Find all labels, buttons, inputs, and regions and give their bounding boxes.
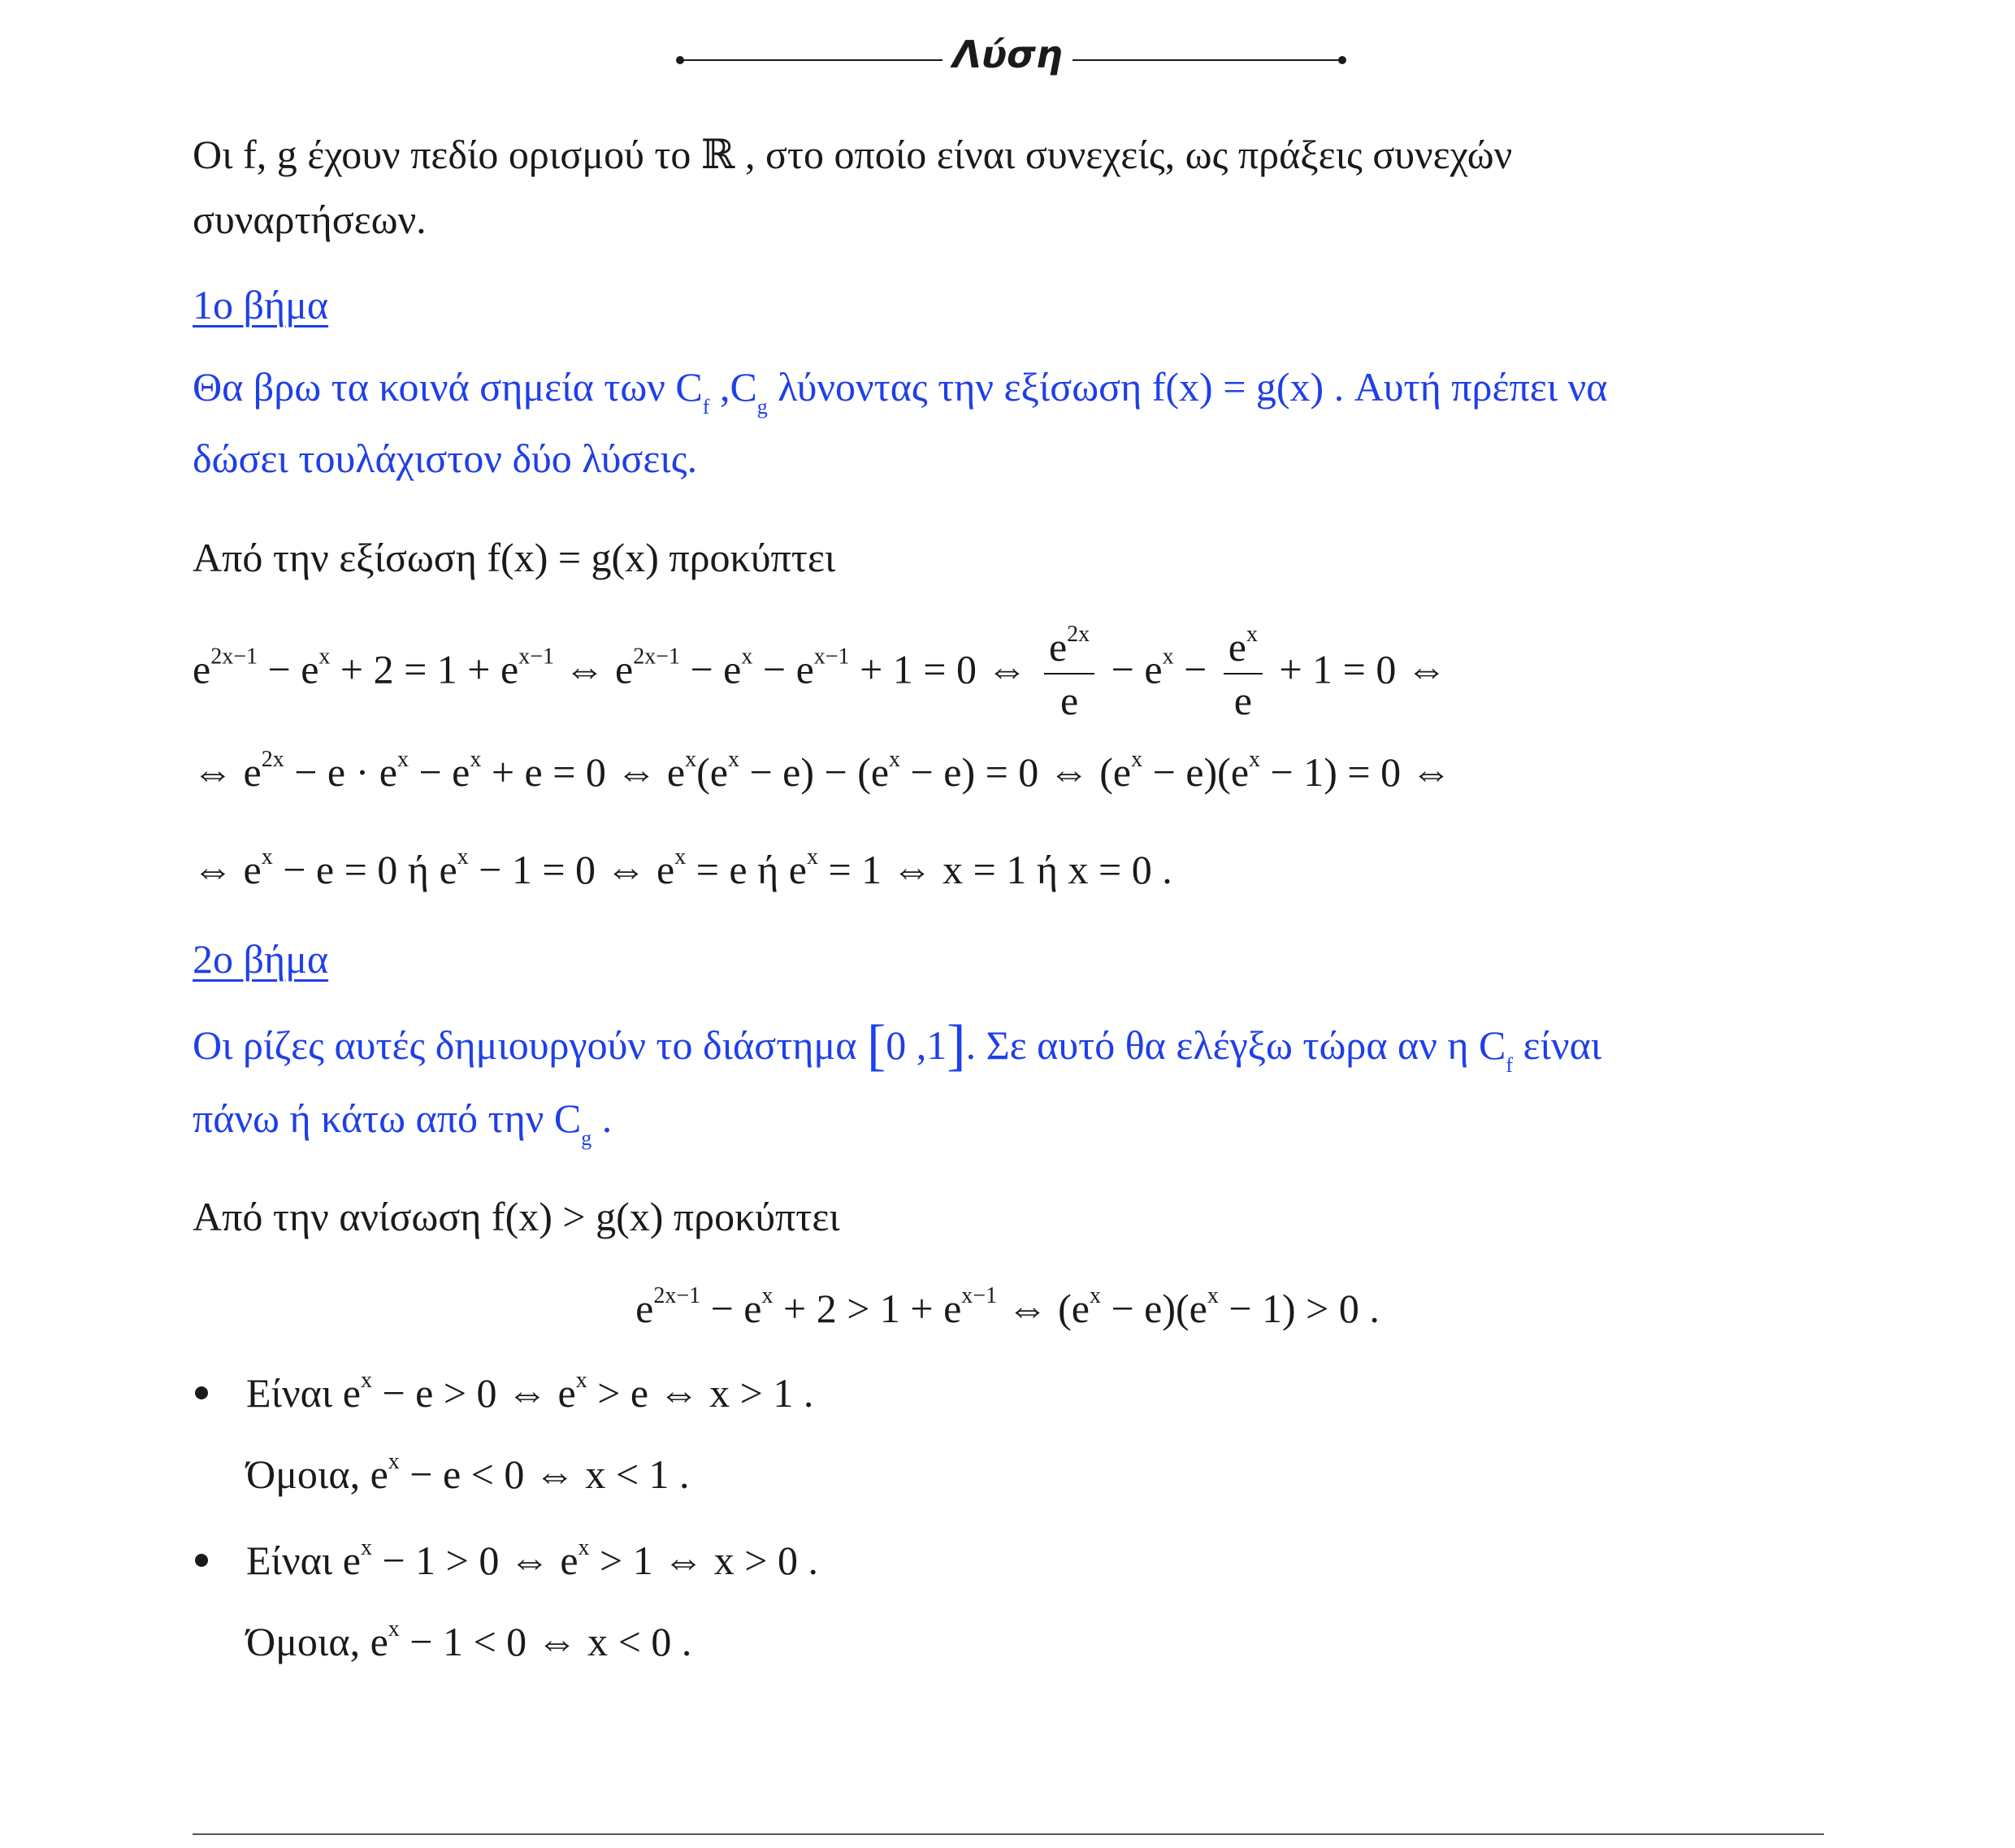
bullet-marker-2: [195, 1554, 208, 1567]
equation-1: $e^{2x-1} - e^x + 2 = 1 + e^{x-1}$ ⇔ $e^{2x-1} - e^x - e^{x-1} + 1 = 0$ ⇔ $\frac{e^{2x}}{e}$ − $e^x$ − $\frac{e^x}{e}$ + 1 = 0 ⇔: [193, 622, 1447, 723]
fraction-e2x-over-e: $\frac{e^{2x}}{e}$: [1044, 626, 1094, 722]
title-rule-left: [682, 59, 942, 61]
step1-heading: 1ο βήμα: [193, 282, 329, 328]
title-text: Λύση: [952, 33, 1063, 76]
bullet-1-sub: Όμοια, $e^x - e < 0$ ⇔ x < 1 .: [246, 1449, 690, 1497]
step1-text-1: Θα βρω τα κοινά σημεία των $C_f$ $,C_g$ λύνοντας την εξίσωση f(x) = g(x) . Αυτή πρέπει να: [193, 364, 1608, 419]
step2-heading: 2ο βήμα: [193, 936, 329, 982]
inequality: $e^{2x-1} - e^x + 2 > 1 + e^{x-1}$ ⇔ $(e^x - e)(e^x - 1) > 0$ .: [635, 1283, 1380, 1331]
section-title: [0, 33, 2015, 89]
bullet-2-sub: Όμοια, $e^x - 1 < 0$ ⇔ x < 0 .: [246, 1616, 692, 1664]
bullet-marker-1: [195, 1386, 208, 1399]
fraction-ex-over-e: $\frac{e^x}{e}$: [1224, 626, 1263, 722]
equation-3: ⇔ $e^x - e = 0$ ή $e^x - 1 = 0$ ⇔ $e^x = e$ ή $e^x = 1$ ⇔ x = 1 ή x = 0 .: [193, 844, 1172, 892]
step2-text-1: Οι ρίζες αυτές δημιουργούν το διάστημα [0 ,1]. Σε αυτό θα ελέγξω τώρα αν η $C_f$ είναι: [193, 1014, 1602, 1077]
derivation2-lead: Από την ανίσωση f(x) > g(x) προκύπτει: [193, 1194, 840, 1239]
bullet-2-main: Είναι $e^x - 1 > 0$ ⇔ $e^x > 1$ ⇔ x > 0 .: [246, 1535, 818, 1583]
step2-text-2: πάνω ή κάτω από την $C_g$ .: [193, 1095, 613, 1150]
equation-2: ⇔ $e^{2x} - e \cdot e^x - e^x + e = 0$ ⇔ $e^x(e^x - e) - (e^x - e) = 0$ ⇔ $(e^x - e)(e^x - 1) = 0$ ⇔: [193, 747, 1452, 795]
page-bottom-rule: [193, 1833, 1824, 1835]
derivation1-lead: Από την εξίσωση f(x) = g(x) προκύπτει: [193, 535, 836, 580]
title-dot-right: [1338, 56, 1346, 64]
intro-line-1: Οι f, g έχουν πεδίο ορισμού το ℝ , στο οποίο είναι συνεχείς, ως πράξεις συνεχών: [193, 132, 1513, 177]
title-rule-right: [1072, 59, 1341, 61]
step1-text-2: δώσει τουλάχιστον δύο λύσεις.: [193, 436, 698, 481]
intro-line-2: συναρτήσεων.: [193, 197, 427, 242]
bullet-1-main: Είναι $e^x - e > 0$ ⇔ $e^x > e$ ⇔ x > 1 .: [246, 1368, 814, 1416]
